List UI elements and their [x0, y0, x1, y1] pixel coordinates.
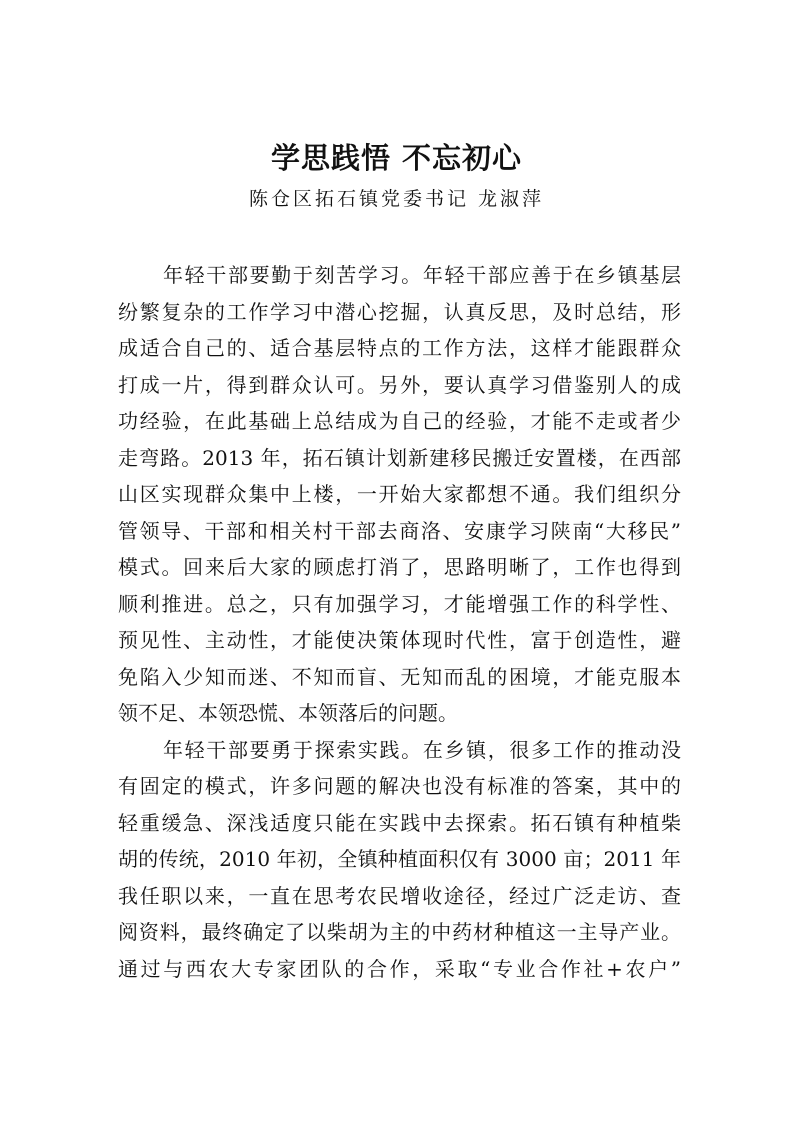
- paragraph-line: 年轻干部要勤于刻苦学习。年轻干部应善于在乡镇基层: [163, 263, 681, 287]
- paragraph-line: 免陷入少知而迷、不知而盲、无知而乱的困境，才能克服本: [118, 664, 681, 689]
- paragraph-learning: [118, 260, 681, 735]
- paragraph-line: 轻重缓急、深浅适度只能在实践中去探索。拓石镇有种植柴: [118, 810, 681, 835]
- paragraph-line: 预见性、主动性，才能使决策体现时代性，富于创造性，避: [118, 628, 681, 652]
- paragraph-line: 有固定的模式，许多问题的解决也没有标准的答案，其中的: [118, 774, 681, 798]
- paragraph-line: 纷繁复杂的工作学习中潜心挖掘，认真反思，及时总结，形: [118, 299, 681, 324]
- paragraph-line: 山区实现群众集中上楼，一开始大家都想不通。我们组织分: [118, 482, 681, 506]
- paragraph-practice: [118, 735, 681, 991]
- paragraph-line: 顺利推进。总之，只有加强学习，才能增强工作的科学性、: [118, 591, 681, 616]
- paragraph-line: 走弯路。2013 年，拓石镇计划新建移民搬迁安置楼，在西部: [118, 445, 681, 470]
- paragraph-line: 管领导、干部和相关村干部去商洛、安康学习陕南“大移民”: [118, 518, 681, 543]
- paragraph-line: 通过与西农大专家团队的合作，采取“专业合作社+农户”: [118, 956, 681, 981]
- paragraph-line: 领不足、本领恐慌、本领落后的问题。: [118, 701, 458, 725]
- paragraph-line: 打成一片，得到群众认可。另外，要认真学习借鉴别人的成: [118, 372, 681, 397]
- paragraph-line: 功经验，在此基础上总结成为自己的经验，才能不走或者少: [118, 409, 681, 433]
- paragraph-line: 年轻干部要勇于探索实践。在乡镇，很多工作的推动没: [163, 737, 681, 762]
- paragraph-line: 阅资料，最终确定了以柴胡为主的中药材种植这一主导产业。: [118, 920, 681, 944]
- paragraph-line: 我任职以来，一直在思考农民增收途径，经过广泛走访、查: [118, 883, 681, 908]
- document-author: 陈仓区拓石镇党委书记 龙淑萍: [248, 188, 545, 210]
- paragraph-line: 模式。回来后大家的顾虑打消了，思路明晰了，工作也得到: [118, 555, 681, 579]
- paragraph-line: 成适合自己的、适合基层特点的工作方法，这样才能跟群众: [118, 336, 681, 360]
- paragraph-line: 胡的传统，2010 年初，全镇种植面积仅有 3000 亩；2011 年: [118, 847, 681, 871]
- document-body: [118, 260, 681, 990]
- document-title: 学思践悟 不忘初心: [270, 141, 523, 175]
